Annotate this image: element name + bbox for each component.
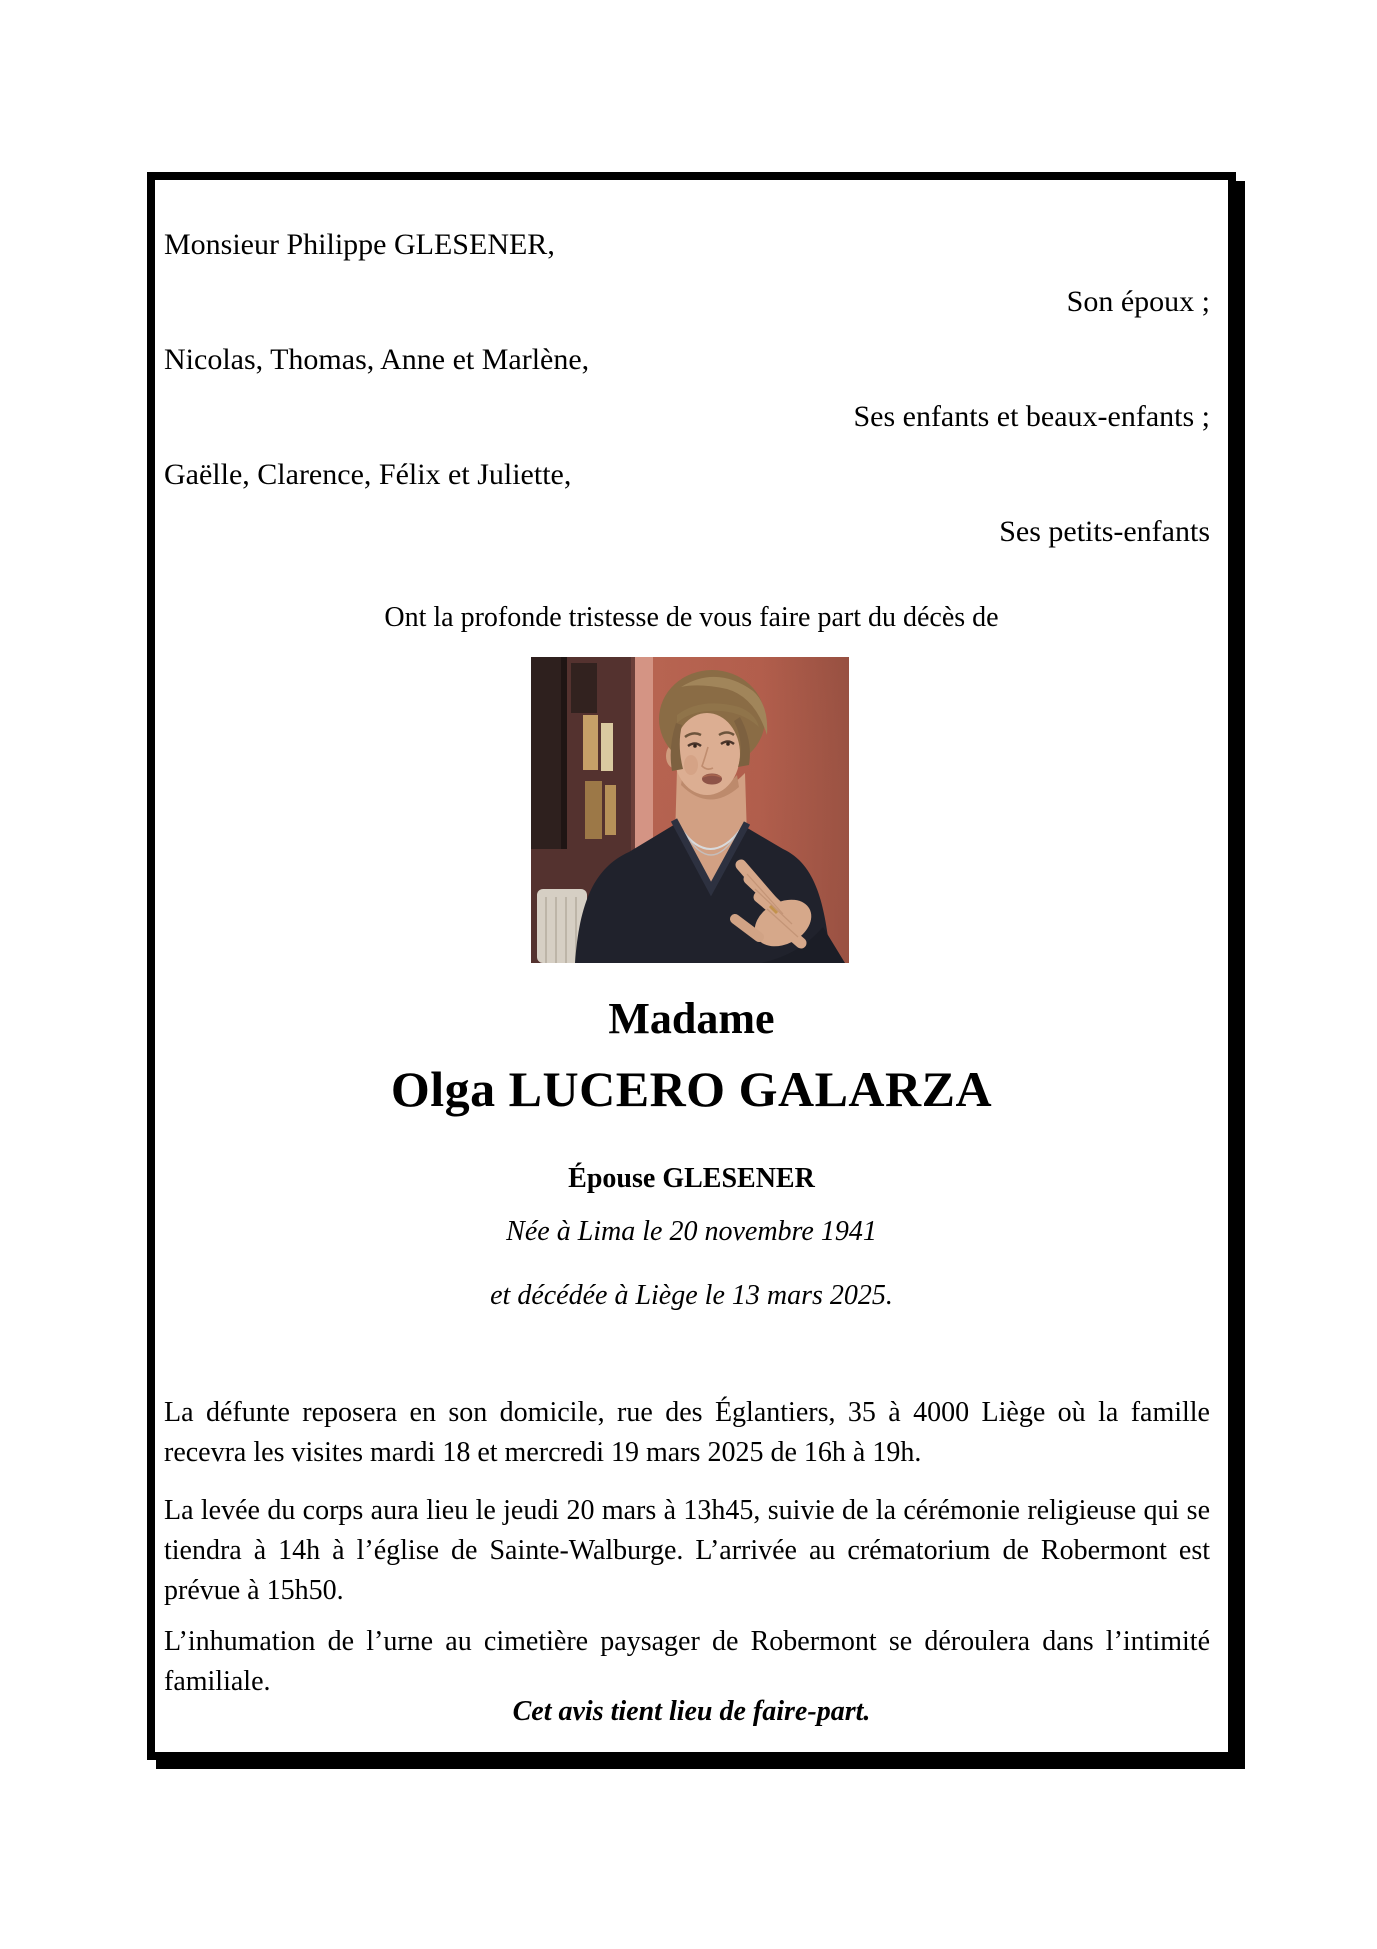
grandchildren-names-line: Gaëlle, Clarence, Félix et Juliette, bbox=[164, 458, 572, 491]
grandchildren-relation-line: Ses petits-enfants bbox=[999, 515, 1210, 548]
ceremony-paragraph: La levée du corps aura lieu le jeudi 20 mars à 13h45, suivie de la cérémonie religieuse qui se tiendra à 14h à l’église de Sainte-Walburge. L’arrivée au crématorium de Robermont est prévue à 15h50. bbox=[164, 1495, 1210, 1606]
deceased-name: Olga LUCERO GALARZA bbox=[390, 1061, 993, 1117]
deceased-title: Madame bbox=[608, 994, 775, 1043]
death-line: et décédée à Liège le 13 mars 2025. bbox=[490, 1280, 893, 1311]
portrait-photo-illustration bbox=[531, 657, 849, 963]
birth-line: Née à Lima le 20 novembre 1941 bbox=[506, 1216, 877, 1247]
husband-relation-line: Son époux ; bbox=[1066, 285, 1210, 318]
obituary-card bbox=[147, 172, 1236, 1760]
husband-name-line: Monsieur Philippe GLESENER, bbox=[164, 228, 555, 261]
children-relation-line: Ses enfants et beaux-enfants ; bbox=[853, 400, 1210, 433]
announcement-intro: Ont la profonde tristesse de vous faire part du décès de bbox=[384, 602, 999, 633]
visitation-paragraph: La défunte reposera en son domicile, rue des Églantiers, 35 à 4000 Liège où la famille recevra les visites mardi 18 et mercredi 19 mars 2025 de 16h à 19h. bbox=[164, 1397, 1210, 1468]
burial-paragraph: L’inhumation de l’urne au cimetière paysager de Robermont se déroulera dans l’intimité familiale. bbox=[164, 1626, 1210, 1697]
closing-notice: Cet avis tient lieu de faire-part. bbox=[512, 1696, 871, 1727]
portrait-photo bbox=[531, 657, 849, 963]
spouse-line: Épouse GLESENER bbox=[568, 1163, 815, 1194]
children-names-line: Nicolas, Thomas, Anne et Marlène, bbox=[164, 343, 590, 376]
